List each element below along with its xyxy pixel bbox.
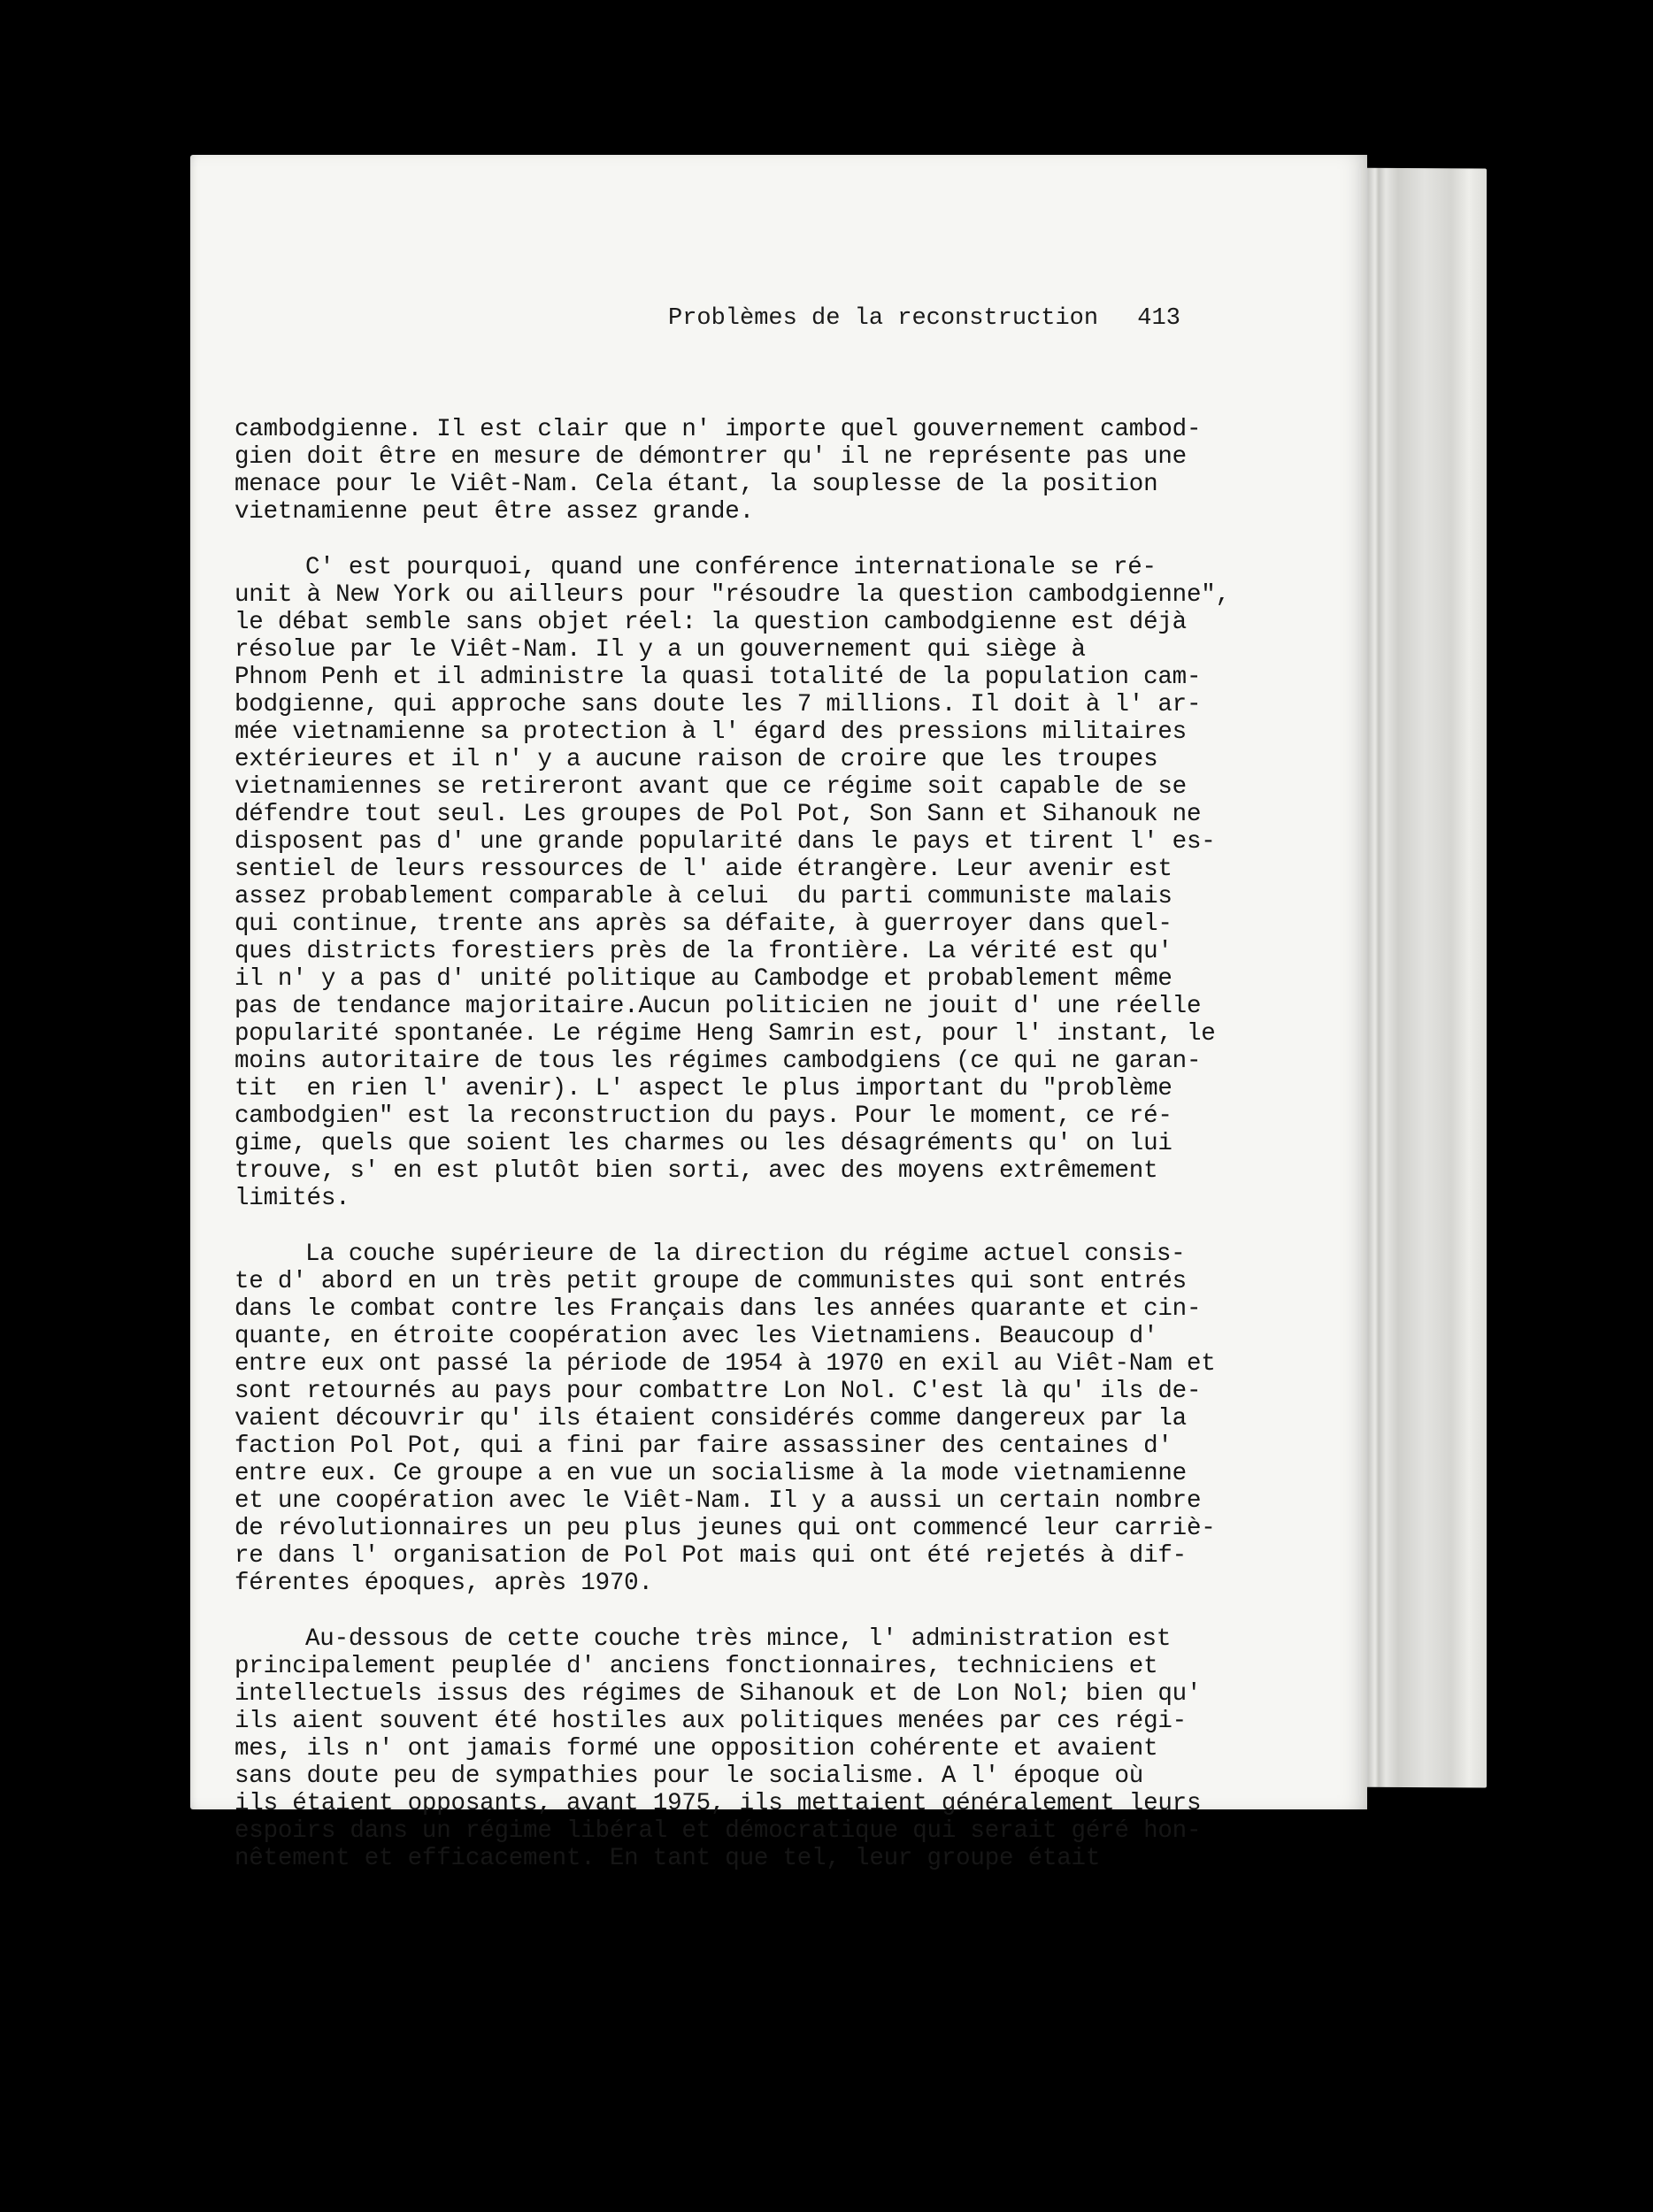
text-line: extérieures et il n' y a aucune raison de croire que les troupes: [234, 746, 1158, 773]
text-line: gien doit être en mesure de démontrer qu' il ne représente pas une: [234, 443, 1187, 471]
text-line: vaient découvrir qu' ils étaient considérés comme dangereux par la: [234, 1405, 1187, 1432]
text-line: pas de tendance majoritaire.Aucun politicien ne jouit d' une réelle: [234, 993, 1202, 1020]
text-line: menace pour le Viêt-Nam. Cela étant, la souplesse de la position: [234, 471, 1158, 498]
paragraph: [234, 1625, 1202, 1872]
text-line: dans le combat contre les Français dans les années quarante et cin-: [234, 1295, 1202, 1323]
text-line: ils aient souvent été hostiles aux politiques menées par ces régi-: [234, 1708, 1187, 1735]
text-line: et une coopération avec le Viêt-Nam. Il y a aussi un certain nombre: [234, 1487, 1202, 1515]
running-title: Problèmes de la reconstruction: [668, 305, 1099, 332]
text-line: bodgienne, qui approche sans doute les 7 millions. Il doit à l' ar-: [234, 691, 1202, 718]
text-line: principalement peuplée d' anciens fonctionnaires, techniciens et: [234, 1653, 1158, 1680]
text-line: ques districts forestiers près de la frontière. La vérité est qu': [234, 938, 1172, 965]
page-number: 413: [1137, 305, 1180, 332]
text-line: sans doute peu de sympathies pour le socialisme. A l' époque où: [234, 1763, 1144, 1790]
text-line: unit à New York ou ailleurs pour "résoudre la question cambodgienne",: [234, 581, 1230, 609]
text-line: qui continue, trente ans après sa défaite, à guerroyer dans quel-: [234, 910, 1172, 938]
text-line: mes, ils n' ont jamais formé une opposition cohérente et avaient: [234, 1735, 1158, 1763]
text-line: trouve, s' en est plutôt bien sorti, avec des moyens extrêmement: [234, 1157, 1158, 1185]
text-line: assez probablement comparable à celui du parti communiste malais: [234, 883, 1172, 910]
text-line: cambodgien" est la reconstruction du pays. Pour le moment, ce ré-: [234, 1102, 1172, 1130]
text-line: La couche supérieure de la direction du régime actuel consis-: [305, 1240, 1186, 1268]
text-line: tit en rien l' avenir). L' aspect le plus important du "problème: [234, 1075, 1172, 1102]
text-line: de révolutionnaires un peu plus jeunes qui ont commencé leur carriè-: [234, 1515, 1216, 1542]
paragraph: [234, 1240, 1216, 1597]
text-line: popularité spontanée. Le régime Heng Samrin est, pour l' instant, le: [234, 1020, 1216, 1048]
text-line: sentiel de leurs ressources de l' aide étrangère. Leur avenir est: [234, 856, 1172, 883]
text-line: nêtement et efficacement. En tant que tel, leur groupe était: [234, 1845, 1101, 1872]
paragraph: [234, 416, 1202, 526]
text-line: entre eux. Ce groupe a en vue un socialisme à la mode vietnamienne: [234, 1460, 1187, 1487]
text-line: ils étaient opposants, avant 1975, ils mettaient généralement leurs: [234, 1790, 1202, 1817]
text-line: férentes époques, après 1970.: [234, 1570, 653, 1597]
text-line: résolue par le Viêt-Nam. Il y a un gouvernement qui siège à: [234, 636, 1086, 664]
text-line: sont retournés au pays pour combattre Lon Nol. C'est là qu' ils de-: [234, 1378, 1202, 1405]
paragraph: [234, 554, 1230, 1212]
text-line: entre eux ont passé la période de 1954 à 1970 en exil au Viêt-Nam et: [234, 1350, 1216, 1378]
text-line: Au-dessous de cette couche très mince, l' administration est: [305, 1625, 1172, 1653]
text-line: cambodgienne. Il est clair que n' importe quel gouvernement cambod-: [234, 416, 1202, 443]
text-line: C' est pourquoi, quand une conférence internationale se ré-: [305, 554, 1157, 581]
text-line: mée vietnamienne sa protection à l' égard des pressions militaires: [234, 718, 1187, 746]
text-line: limités.: [234, 1185, 350, 1212]
text-line: disposent pas d' une grande popularité dans le pays et tirent l' es-: [234, 828, 1216, 856]
text-line: quante, en étroite coopération avec les Vietnamiens. Beaucoup d': [234, 1323, 1158, 1350]
body-text: [234, 416, 1230, 1901]
text-line: Phnom Penh et il administre la quasi totalité de la population cam-: [234, 664, 1202, 691]
text-line: faction Pol Pot, qui a fini par faire assassiner des centaines d': [234, 1432, 1172, 1460]
text-line: il n' y a pas d' unité politique au Cambodge et probablement même: [234, 965, 1172, 993]
text-line: le débat semble sans objet réel: la question cambodgienne est déjà: [234, 609, 1187, 636]
text-line: intellectuels issus des régimes de Sihanouk et de Lon Nol; bien qu': [234, 1680, 1202, 1708]
text-line: re dans l' organisation de Pol Pot mais qui ont été rejetés à dif-: [234, 1542, 1187, 1570]
text-line: vietnamiennes se retireront avant que ce régime soit capable de se: [234, 773, 1187, 801]
text-line: gime, quels que soient les charmes ou les désagréments qu' on lui: [234, 1130, 1172, 1157]
text-line: moins autoritaire de tous les régimes cambodgiens (ce qui ne garan-: [234, 1048, 1202, 1075]
text-line: défendre tout seul. Les groupes de Pol Pot, Son Sann et Sihanouk ne: [234, 801, 1202, 828]
page-header: [668, 305, 1199, 332]
text-line: vietnamienne peut être assez grande.: [234, 498, 754, 526]
text-line: te d' abord en un très petit groupe de communistes qui sont entrés: [234, 1268, 1187, 1295]
text-line: espoirs dans un régime libéral et démocratique qui serait géré hon-: [234, 1817, 1202, 1845]
